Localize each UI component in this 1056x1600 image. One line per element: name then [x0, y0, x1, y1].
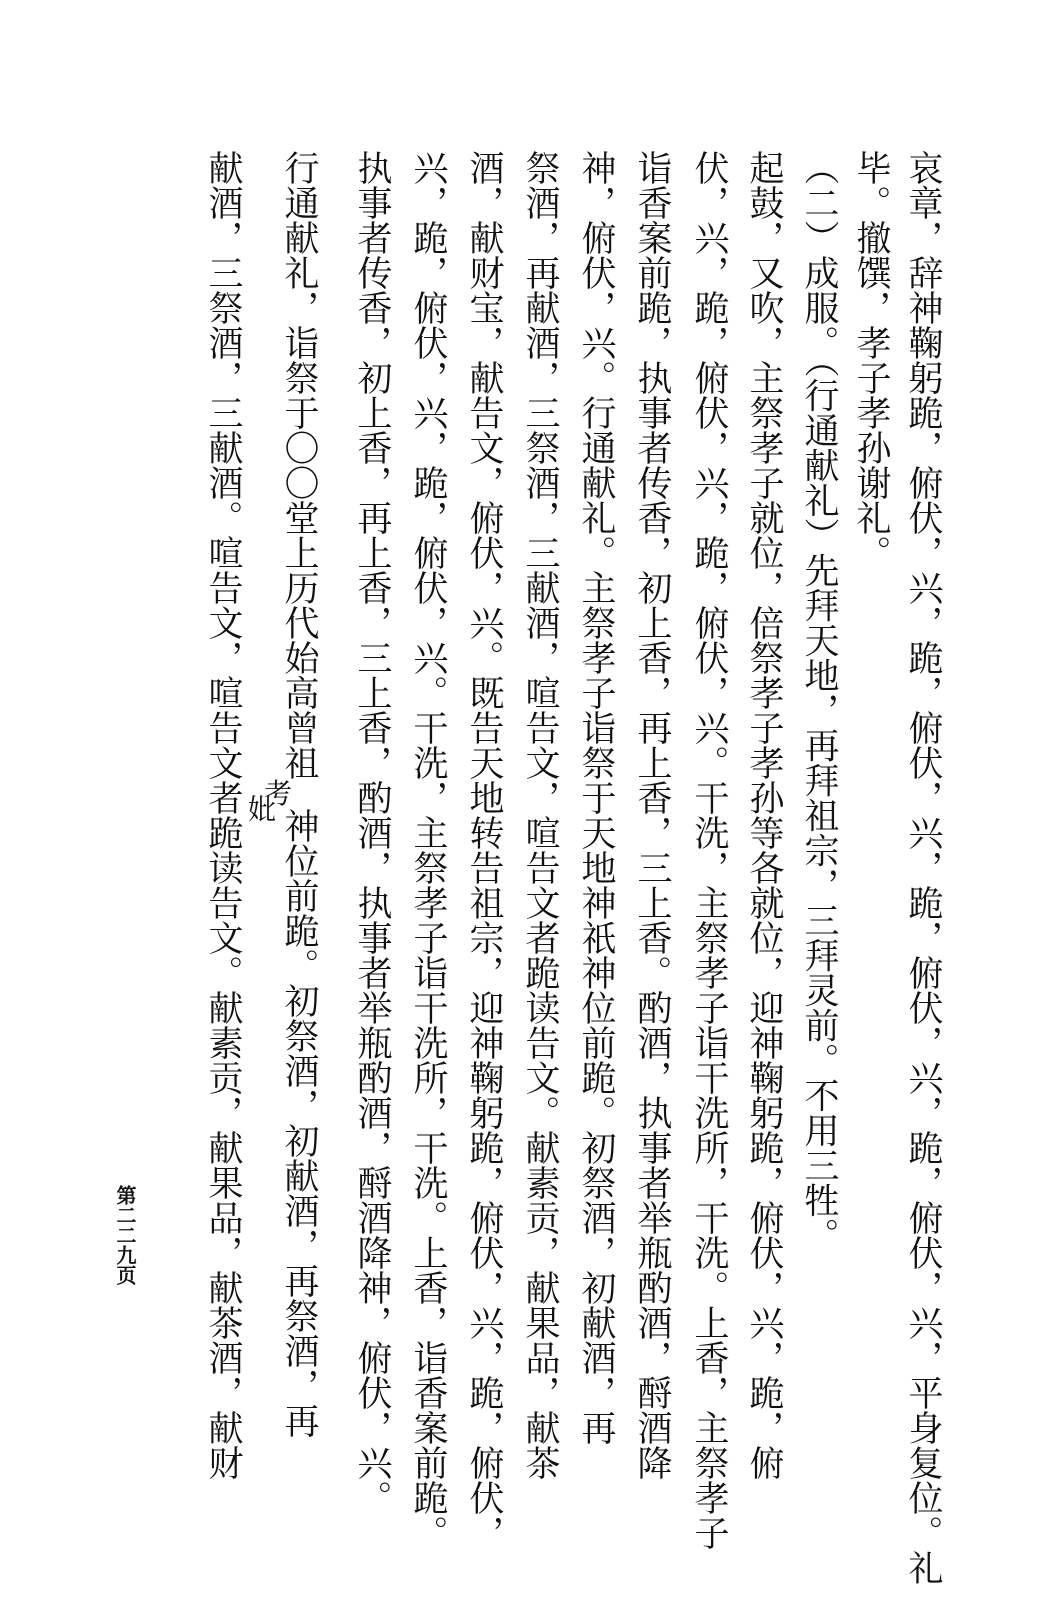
text-column-8: 祭酒，再献酒，三祭酒，三献酒，喧告文，喧告文者跪读告文。献素贡，献果品，献茶 [520, 150, 560, 1480]
text-column-6: 诣香案前跪，执事者传香，初上香，再上香，三上香。酌酒，执事者举瓶酌酒，酹酒降 [632, 150, 672, 1480]
annotation-bi: 妣 [248, 793, 277, 826]
text-column-1: 哀章，辞神鞠躬跪，俯伏，兴，跪，俯伏，兴，跪，俯伏，兴，跪，俯伏，兴，平身复位。礼 [903, 150, 943, 1585]
annotation-kao: 考 [264, 777, 293, 810]
ancestor-annotation [248, 777, 310, 826]
text-column-11: 执事者传香，初上香，再上香，三上香，酌酒，执事者举瓶酌酒，酹酒降神，俯伏，兴。 [352, 150, 392, 1515]
text-column-3: （二）成服。（行通献礼）先拜天地，再拜祖宗，三拜灵前。不用三牲。 [799, 150, 839, 1253]
column-12-before: 行通献礼，诣祭于〇〇堂上历代始高曾祖 [279, 150, 319, 780]
text-column-5: 伏，兴，跪，俯伏，兴，跪，俯伏，兴。干洗，主祭孝子诣干洗所，干洗。上香，主祭孝子 [689, 150, 729, 1550]
text-column-12 [248, 150, 322, 1438]
column-12-after: 神位前跪。初祭酒，初献酒，再祭酒，再 [279, 808, 319, 1438]
page-number: 第二二九页 [113, 1185, 137, 1285]
text-column-10: 兴，跪，俯伏，兴，跪，俯伏，兴。干洗，主祭孝子诣干洗所，干洗。上香，诣香案前跪。 [408, 150, 448, 1550]
text-column-7: 神，俯伏，兴。行通献礼。主祭孝子诣祭于天地神祇神位前跪。初祭酒，初献酒，再 [576, 150, 616, 1445]
text-column-4: 起鼓，又吹，主祭孝子就位，倍祭孝子孝孙等各就位，迎神鞠躬跪，俯伏，兴，跪，俯 [744, 150, 784, 1480]
text-column-9: 酒，献财宝，献告文，俯伏，兴。既告天地转告祖宗，迎神鞠躬跪，俯伏，兴，跪，俯伏， [464, 150, 504, 1550]
text-column-2: 毕。撤馔，孝子孝孙谢礼。 [851, 150, 891, 570]
text-column-13: 献酒，三祭酒，三献酒。喧告文，喧告文者跪读告文。献素贡，献果品，献茶酒，献财 [203, 150, 243, 1480]
